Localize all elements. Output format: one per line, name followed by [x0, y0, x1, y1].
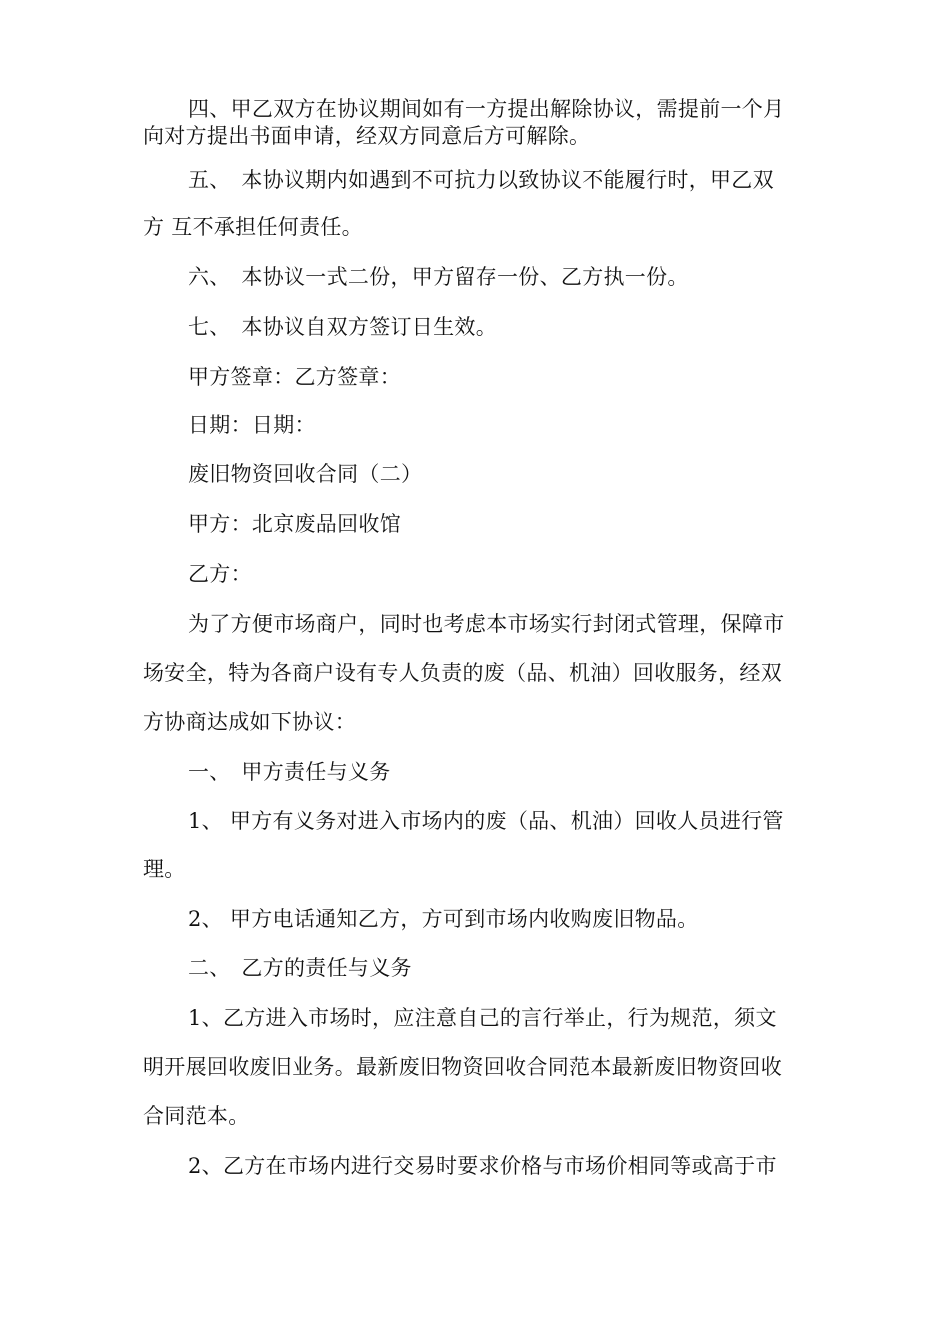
- signature-line: 甲方签章：乙方签章：: [188, 365, 401, 389]
- section-1-item-2: 2、 甲方电话通知乙方，方可到市场内收购废旧物品。: [188, 907, 699, 931]
- section-1-heading: 一、 甲方责任与义务: [188, 760, 391, 784]
- clause-5-line-1: 五、 本协议期内如遇到不可抗力以致协议不能履行时，甲乙双: [188, 168, 774, 192]
- section-2-heading: 二、 乙方的责任与义务: [188, 956, 412, 980]
- section-2-item-1-line-3: 合同范本。: [143, 1104, 250, 1128]
- contract-title: 废旧物资回收合同（二）: [188, 462, 423, 486]
- party-a: 甲方：北京废品回收馆: [188, 512, 401, 536]
- clause-4-line-2: 向对方提出书面申请，经双方同意后方可解除。: [143, 124, 591, 148]
- clause-5-line-2: 方 互不承担任何责任。: [143, 215, 363, 239]
- section-2-item-2-line-1: 2、乙方在市场内进行交易时要求价格与市场价相同等或高于市: [188, 1154, 777, 1178]
- clause-6: 六、 本协议一式二份，甲方留存一份、乙方执一份。: [188, 265, 689, 289]
- section-2-item-1-line-2: 明开展回收废旧业务。最新废旧物资回收合同范本最新废旧物资回收: [143, 1055, 782, 1079]
- preamble-line-2: 场安全，特为各商户设有专人负责的废（品、机油）回收服务，经双: [143, 661, 782, 685]
- date-line: 日期：日期：: [188, 413, 316, 437]
- preamble-line-1: 为了方便市场商户，同时也考虑本市场实行封闭式管理，保障市: [188, 612, 785, 636]
- section-1-item-1-line-1: 1、 甲方有义务对进入市场内的废（品、机油）回收人员进行管: [188, 809, 784, 833]
- clause-4-line-1: 四、甲乙双方在协议期间如有一方提出解除协议，需提前一个月: [188, 97, 785, 121]
- preamble-line-3: 方协商达成如下协议：: [143, 710, 356, 734]
- party-b: 乙方：: [188, 562, 252, 586]
- section-2-item-1-line-1: 1、乙方进入市场时，应注意自己的言行举止，行为规范，须文: [188, 1006, 777, 1030]
- section-1-item-1-line-2: 理。: [143, 857, 186, 881]
- clause-7: 七、 本协议自双方签订日生效。: [188, 315, 497, 339]
